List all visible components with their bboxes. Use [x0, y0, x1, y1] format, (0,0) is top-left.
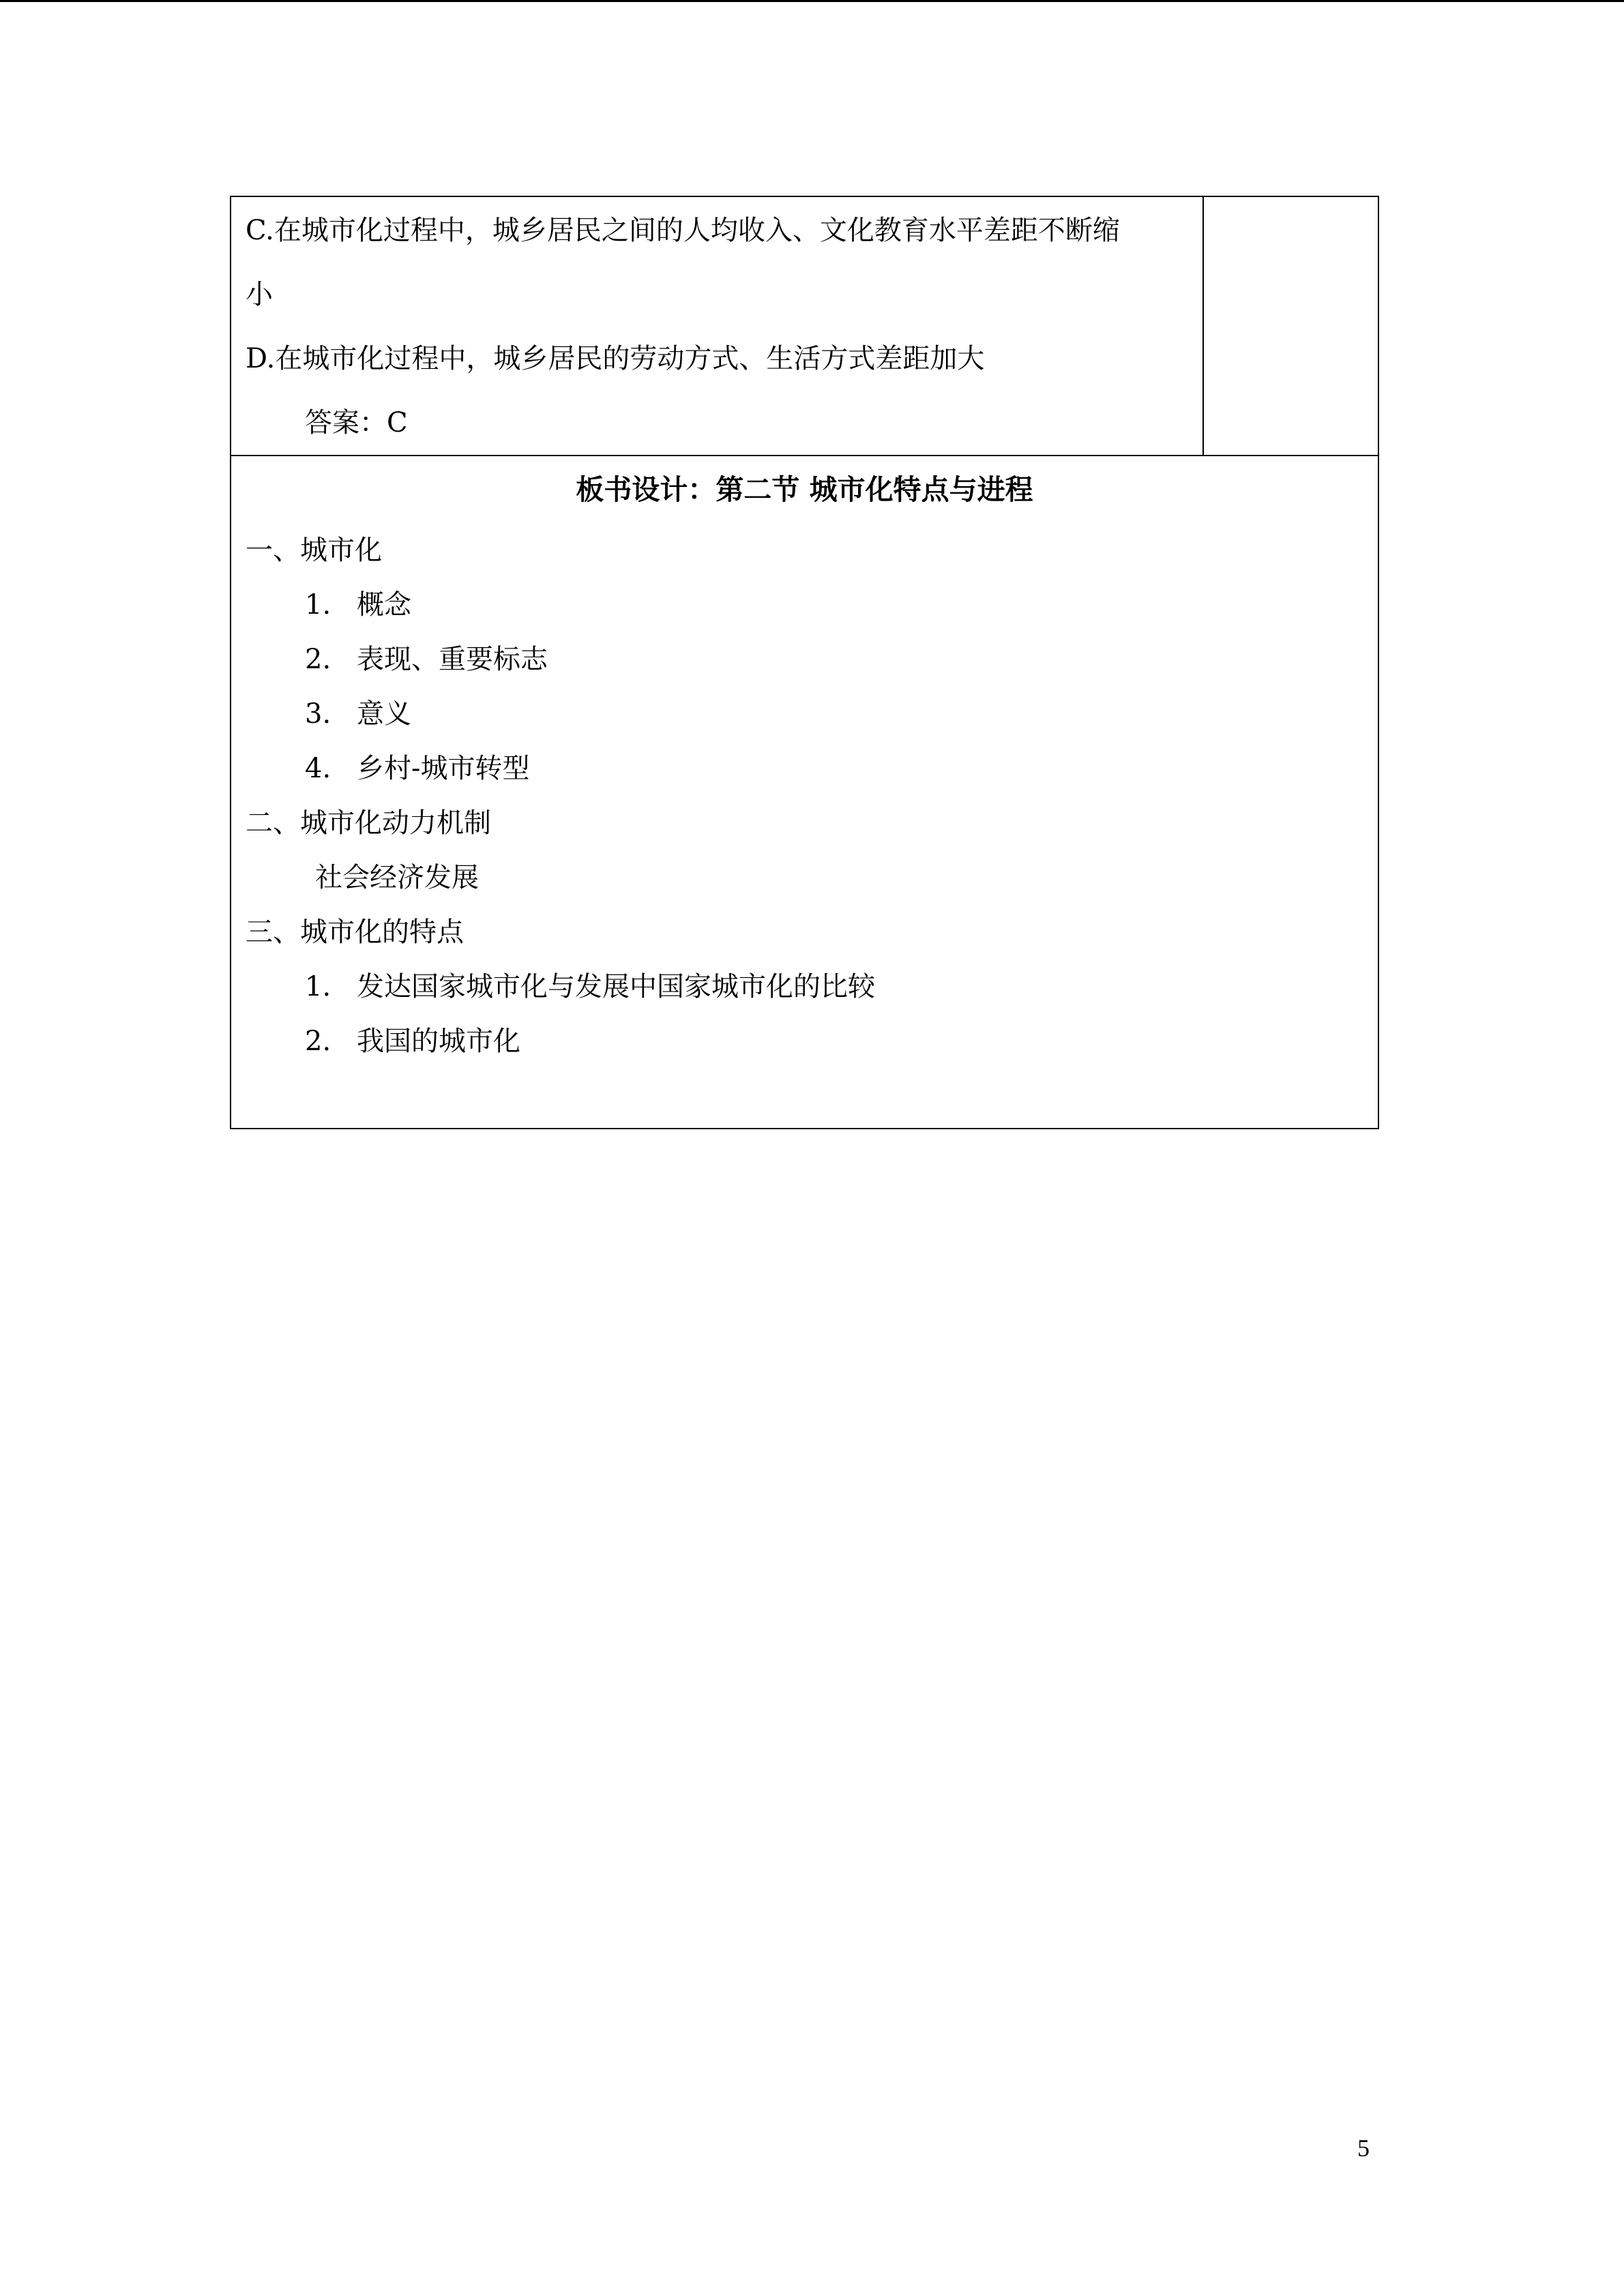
lesson-table: [230, 196, 1379, 1129]
item-number: 2.: [305, 644, 331, 675]
top-border-rule: [0, 0, 1624, 2]
sub-item: 社会经济发展: [315, 862, 479, 893]
item-number: 2.: [305, 1026, 331, 1057]
item-text: 乡村-城市转型: [357, 753, 530, 784]
side-cell: [1203, 196, 1378, 456]
board-row: [231, 456, 1378, 1129]
section-heading-3: 三、城市化的特点: [246, 916, 464, 948]
list-item: [246, 1014, 1378, 1069]
question-cell: [231, 196, 1203, 456]
page-number: 5: [1357, 2134, 1370, 2162]
answer: 答案：C: [305, 407, 408, 438]
list-item: [246, 687, 1378, 741]
board-title: 板书设计：第二节 城市化特点与进程: [576, 473, 1033, 506]
item-text: 发达国家城市化与发展中国家城市化的比较: [357, 971, 875, 1002]
question-row: [231, 196, 1378, 456]
item-number: 1.: [305, 589, 331, 621]
item-text: 概念: [357, 589, 411, 621]
item-number: 3.: [305, 698, 331, 730]
list-item: [246, 578, 1378, 632]
option-c-line-1: C.在城市化过程中，城乡居民之间的人均收入、文化教育水平差距不断缩: [246, 215, 1120, 246]
option-c-line-2: 小: [246, 279, 273, 310]
item-text: 我国的城市化: [357, 1026, 520, 1057]
item-number: 4.: [305, 753, 331, 784]
section-heading-2: 二、城市化动力机制: [246, 807, 491, 839]
board-design-cell: [231, 456, 1378, 1129]
option-d: D.在城市化过程中，城乡居民的劳动方式、生活方式差距加大: [246, 343, 985, 374]
list-item: [246, 959, 1378, 1014]
section-heading-1: 一、城市化: [246, 535, 382, 566]
list-item: [246, 632, 1378, 687]
item-number: 1.: [305, 971, 331, 1002]
list-item: [246, 741, 1378, 796]
item-text: 意义: [357, 698, 411, 730]
item-text: 表现、重要标志: [357, 644, 548, 675]
